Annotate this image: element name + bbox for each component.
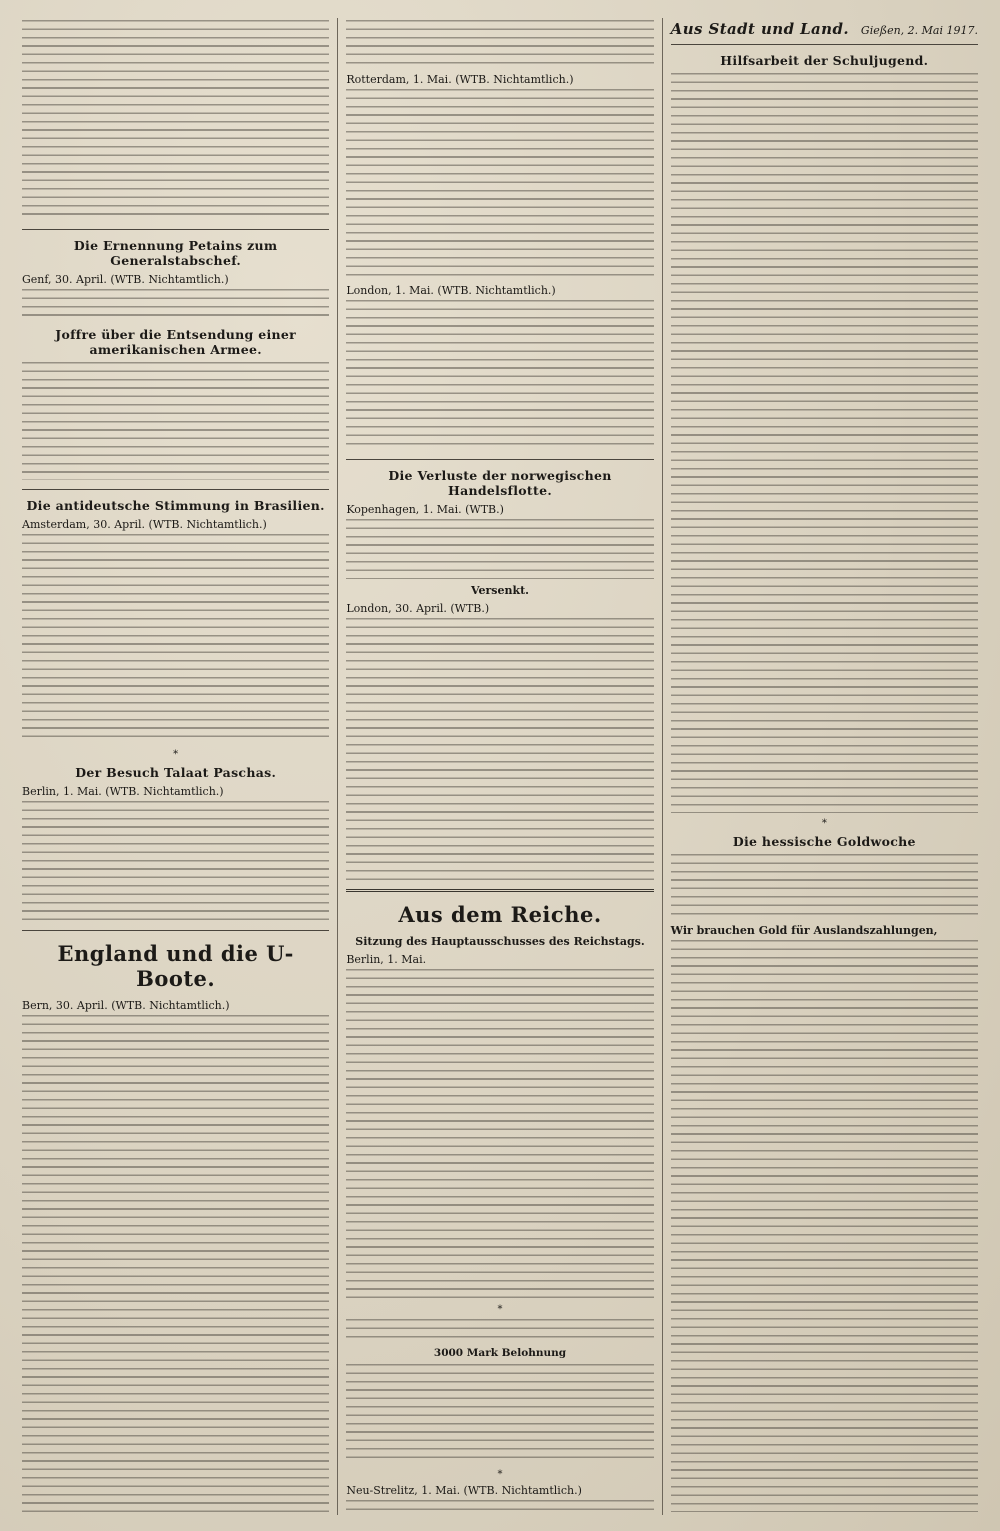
dateline-amsterdam: Amsterdam, 30. April. (WTB. Nichtamtlich.) [22,518,267,531]
article-text [22,362,329,480]
headline-norweg: Die Verluste der norwegischen Handelsflotte. [388,468,612,498]
column-middle [337,18,661,1515]
separator-star: * [497,1469,503,1480]
dateline-neustrelitz: Neu-Strelitz, 1. Mai. (WTB. Nichtamtlich.) [346,1484,582,1497]
headline-versenkt: Versenkt. [470,584,530,597]
section-masthead [671,20,978,38]
column-left [14,18,337,1515]
article-text [346,300,653,450]
article-text [346,1364,653,1464]
article-text [22,1015,329,1512]
column-right [662,18,986,1515]
article-text [671,854,978,920]
separator-star: * [497,1304,503,1315]
article-text [346,618,653,880]
section-date: Gießen, 2. Mai 1917. [860,24,978,37]
subheadline-sitzung: Sitzung des Hauptausschusses des Reichstags. [355,935,645,948]
article-text [22,20,329,220]
article-text [346,519,653,579]
article-text [346,969,653,1299]
article-text [346,89,653,279]
article-text [22,534,329,744]
separator-star: * [173,749,179,760]
dateline-london: London, 1. Mai. (WTB. Nichtamtlich.) [346,284,556,297]
article-text [346,1319,653,1341]
dateline-berlin: Berlin, 1. Mai. (WTB. Nichtamtlich.) [22,785,224,798]
headline-goldwoche: Die hessische Goldwoche [732,834,916,849]
dateline-berlin2: Berlin, 1. Mai. [346,953,427,966]
headline-hilfsarbeit: Hilfsarbeit der Schuljugend. [720,53,929,68]
lead-gold: Wir brauchen Gold für Auslandszahlungen, [670,924,938,937]
article-text [346,1500,653,1515]
article-text [671,940,978,1512]
headline-reiche: Aus dem Reiche. [398,902,602,927]
article-text [22,801,329,921]
dateline-bern: Bern, 30. April. (WTB. Nichtamtlich.) [22,999,230,1012]
headline-petain: Die Ernennung Petains zum Generalstabschef. [73,238,278,268]
dateline-rotterdam: Rotterdam, 1. Mai. (WTB. Nichtamtlich.) [346,73,574,86]
headline-talaat: Der Besuch Talaat Paschas. [75,765,277,780]
reward-line: 3000 Mark Belohnung [433,1347,567,1359]
dateline-london2: London, 30. April. (WTB.) [346,602,490,615]
article-text [671,73,978,813]
separator-star: * [821,818,827,829]
dateline-kopenhagen: Kopenhagen, 1. Mai. (WTB.) [346,503,504,516]
article-text [22,289,329,321]
dateline-genf: Genf, 30. April. (WTB. Nichtamtlich.) [22,273,229,286]
headline-england: England und die U-Boote. [57,941,294,991]
headline-armee: Joffre über die Entsendung einer amerikanischen Armee. [55,327,297,357]
headline-brasilien: Die antideutsche Stimmung in Brasilien. [26,498,325,513]
section-title: Aus Stadt und Land. [670,20,849,38]
article-text [346,20,653,68]
